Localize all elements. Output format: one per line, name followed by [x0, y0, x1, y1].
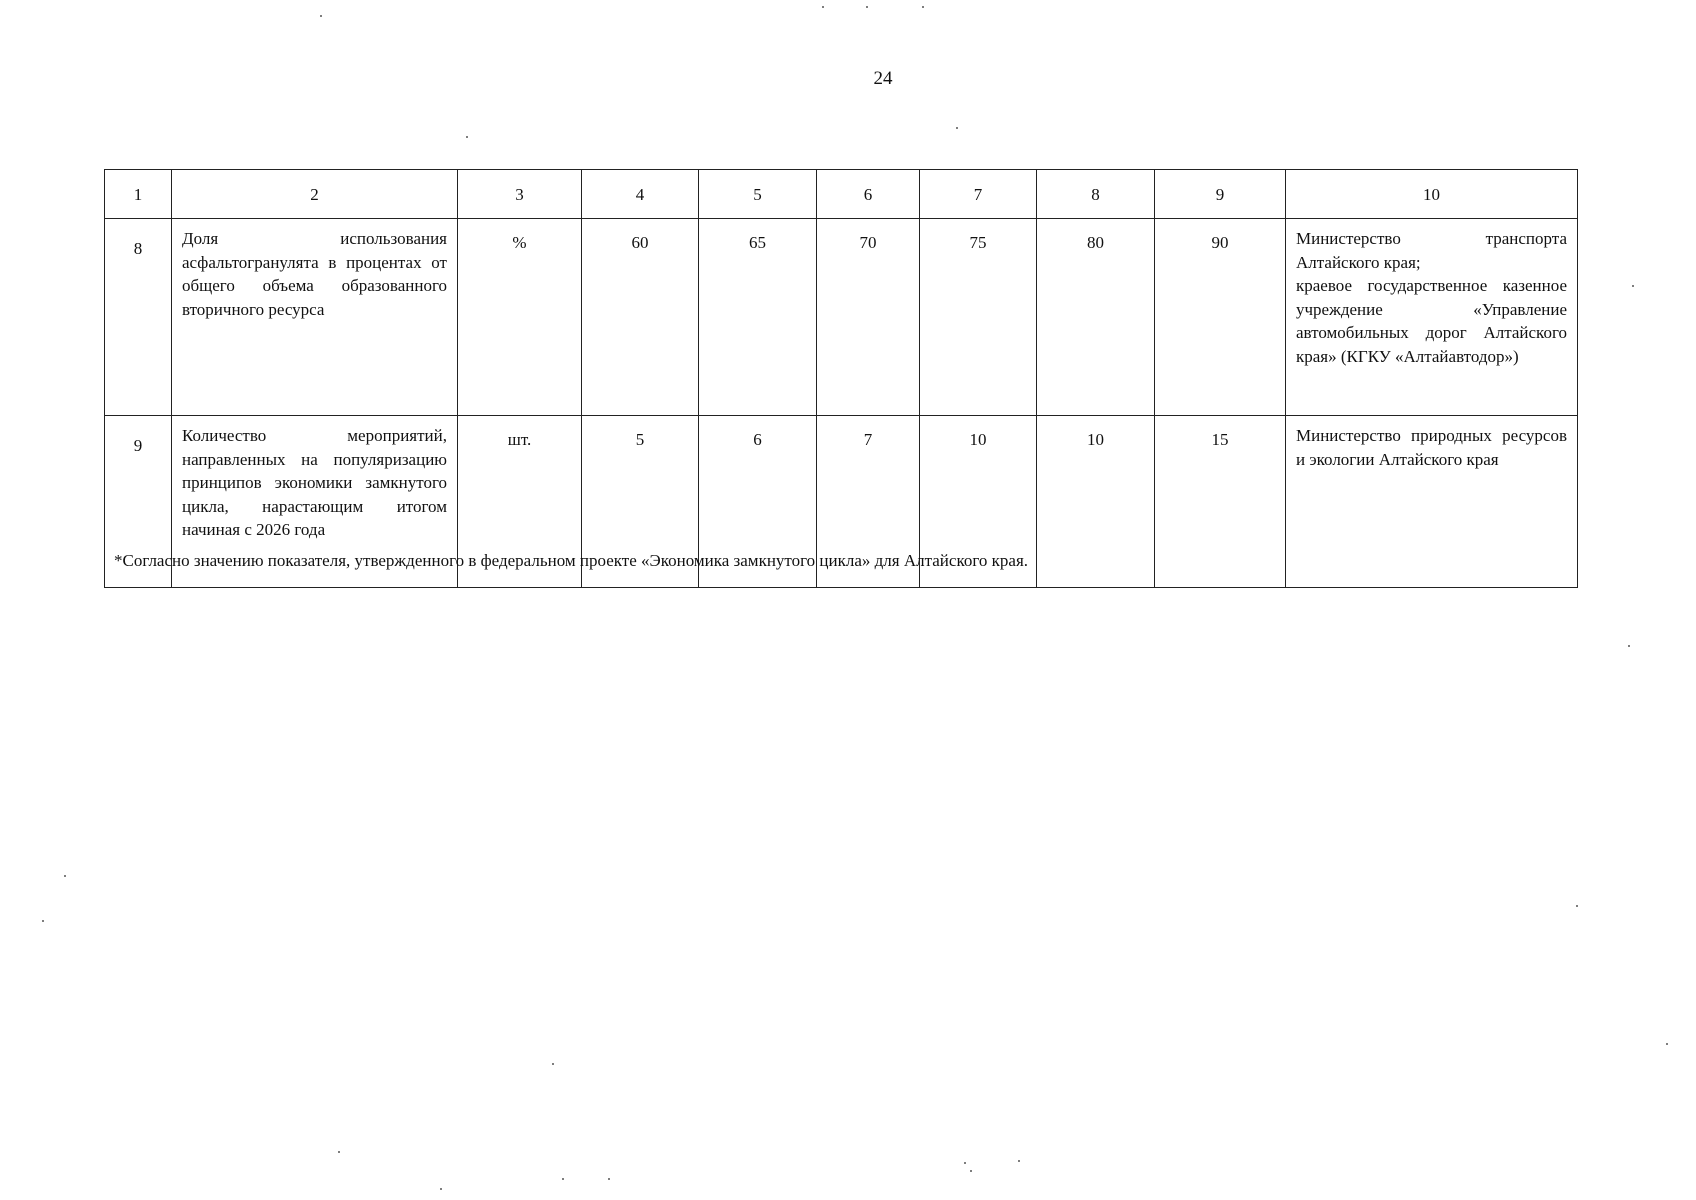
value-cell: 10: [920, 416, 1037, 588]
row-number: 8: [105, 219, 172, 416]
header-cell: 3: [458, 170, 582, 219]
row-number: 9: [105, 416, 172, 588]
responsible-line: краевое государственное казенное учреждение «Управление автомобильных дорог Алтайского края» (КГКУ «Алтайавтодор»): [1296, 276, 1567, 366]
responsible-cell: [1286, 219, 1578, 416]
value-cell: 6: [699, 416, 817, 588]
header-cell: 6: [817, 170, 920, 219]
value-cell: 7: [817, 416, 920, 588]
page-number: 24: [873, 68, 893, 89]
value-cell: 5: [582, 416, 699, 588]
scan-speck: [1666, 1043, 1668, 1045]
scan-speck: [64, 875, 66, 877]
header-cell: 4: [582, 170, 699, 219]
scan-speck: [562, 1178, 564, 1180]
scan-speck: [1576, 905, 1578, 907]
scan-speck: [1628, 645, 1630, 647]
value-cell: 80: [1037, 219, 1155, 416]
value-cell: 70: [817, 219, 920, 416]
value-cell: 75: [920, 219, 1037, 416]
value-cell: 65: [699, 219, 817, 416]
scan-speck: [970, 1170, 972, 1172]
table-row: [105, 219, 1578, 416]
scan-speck: [1018, 1160, 1020, 1162]
header-cell: 7: [920, 170, 1037, 219]
footnote: *Согласно значению показателя, утвержденного в федеральном проекте «Экономика замкнутого цикла» для Алтайского края.: [114, 551, 1029, 570]
value-cell: 15: [1155, 416, 1286, 588]
scan-speck: [922, 6, 924, 8]
scan-speck: [440, 1188, 442, 1190]
header-cell: 5: [699, 170, 817, 219]
unit-cell: шт.: [458, 416, 582, 588]
header-cell: 8: [1037, 170, 1155, 219]
scan-speck: [552, 1063, 554, 1065]
indicators-table: [104, 169, 1578, 588]
value-cell: 60: [582, 219, 699, 416]
scan-speck: [338, 1151, 340, 1153]
scan-speck: [42, 920, 44, 922]
scan-speck: [964, 1162, 966, 1164]
responsible-cell: [1286, 416, 1578, 588]
header-cell: 10: [1286, 170, 1578, 219]
scan-speck: [466, 136, 468, 138]
scan-speck: [956, 127, 958, 129]
value-cell: 90: [1155, 219, 1286, 416]
scan-speck: [1632, 285, 1634, 287]
scan-speck: [320, 15, 322, 17]
value-cell: 10: [1037, 416, 1155, 588]
table-header-row: [105, 170, 1578, 219]
scan-speck: [866, 6, 868, 8]
indicator-name: Доля использования асфальтогранулята в процентах от общего объема образованного вторичного ресурса: [172, 219, 458, 416]
header-cell: 1: [105, 170, 172, 219]
indicator-name: Количество мероприятий, направленных на популяризацию принципов экономики замкнутого цикла, нарастающим итогом начиная с 2026 года: [172, 416, 458, 588]
responsible-line: Министерство транспорта Алтайского края;: [1296, 229, 1567, 272]
unit-cell: %: [458, 219, 582, 416]
header-cell: 2: [172, 170, 458, 219]
scan-speck: [608, 1178, 610, 1180]
header-cell: 9: [1155, 170, 1286, 219]
scan-speck: [822, 6, 824, 8]
responsible-line: Министерство природных ресурсов и экологии Алтайского края: [1296, 426, 1567, 469]
